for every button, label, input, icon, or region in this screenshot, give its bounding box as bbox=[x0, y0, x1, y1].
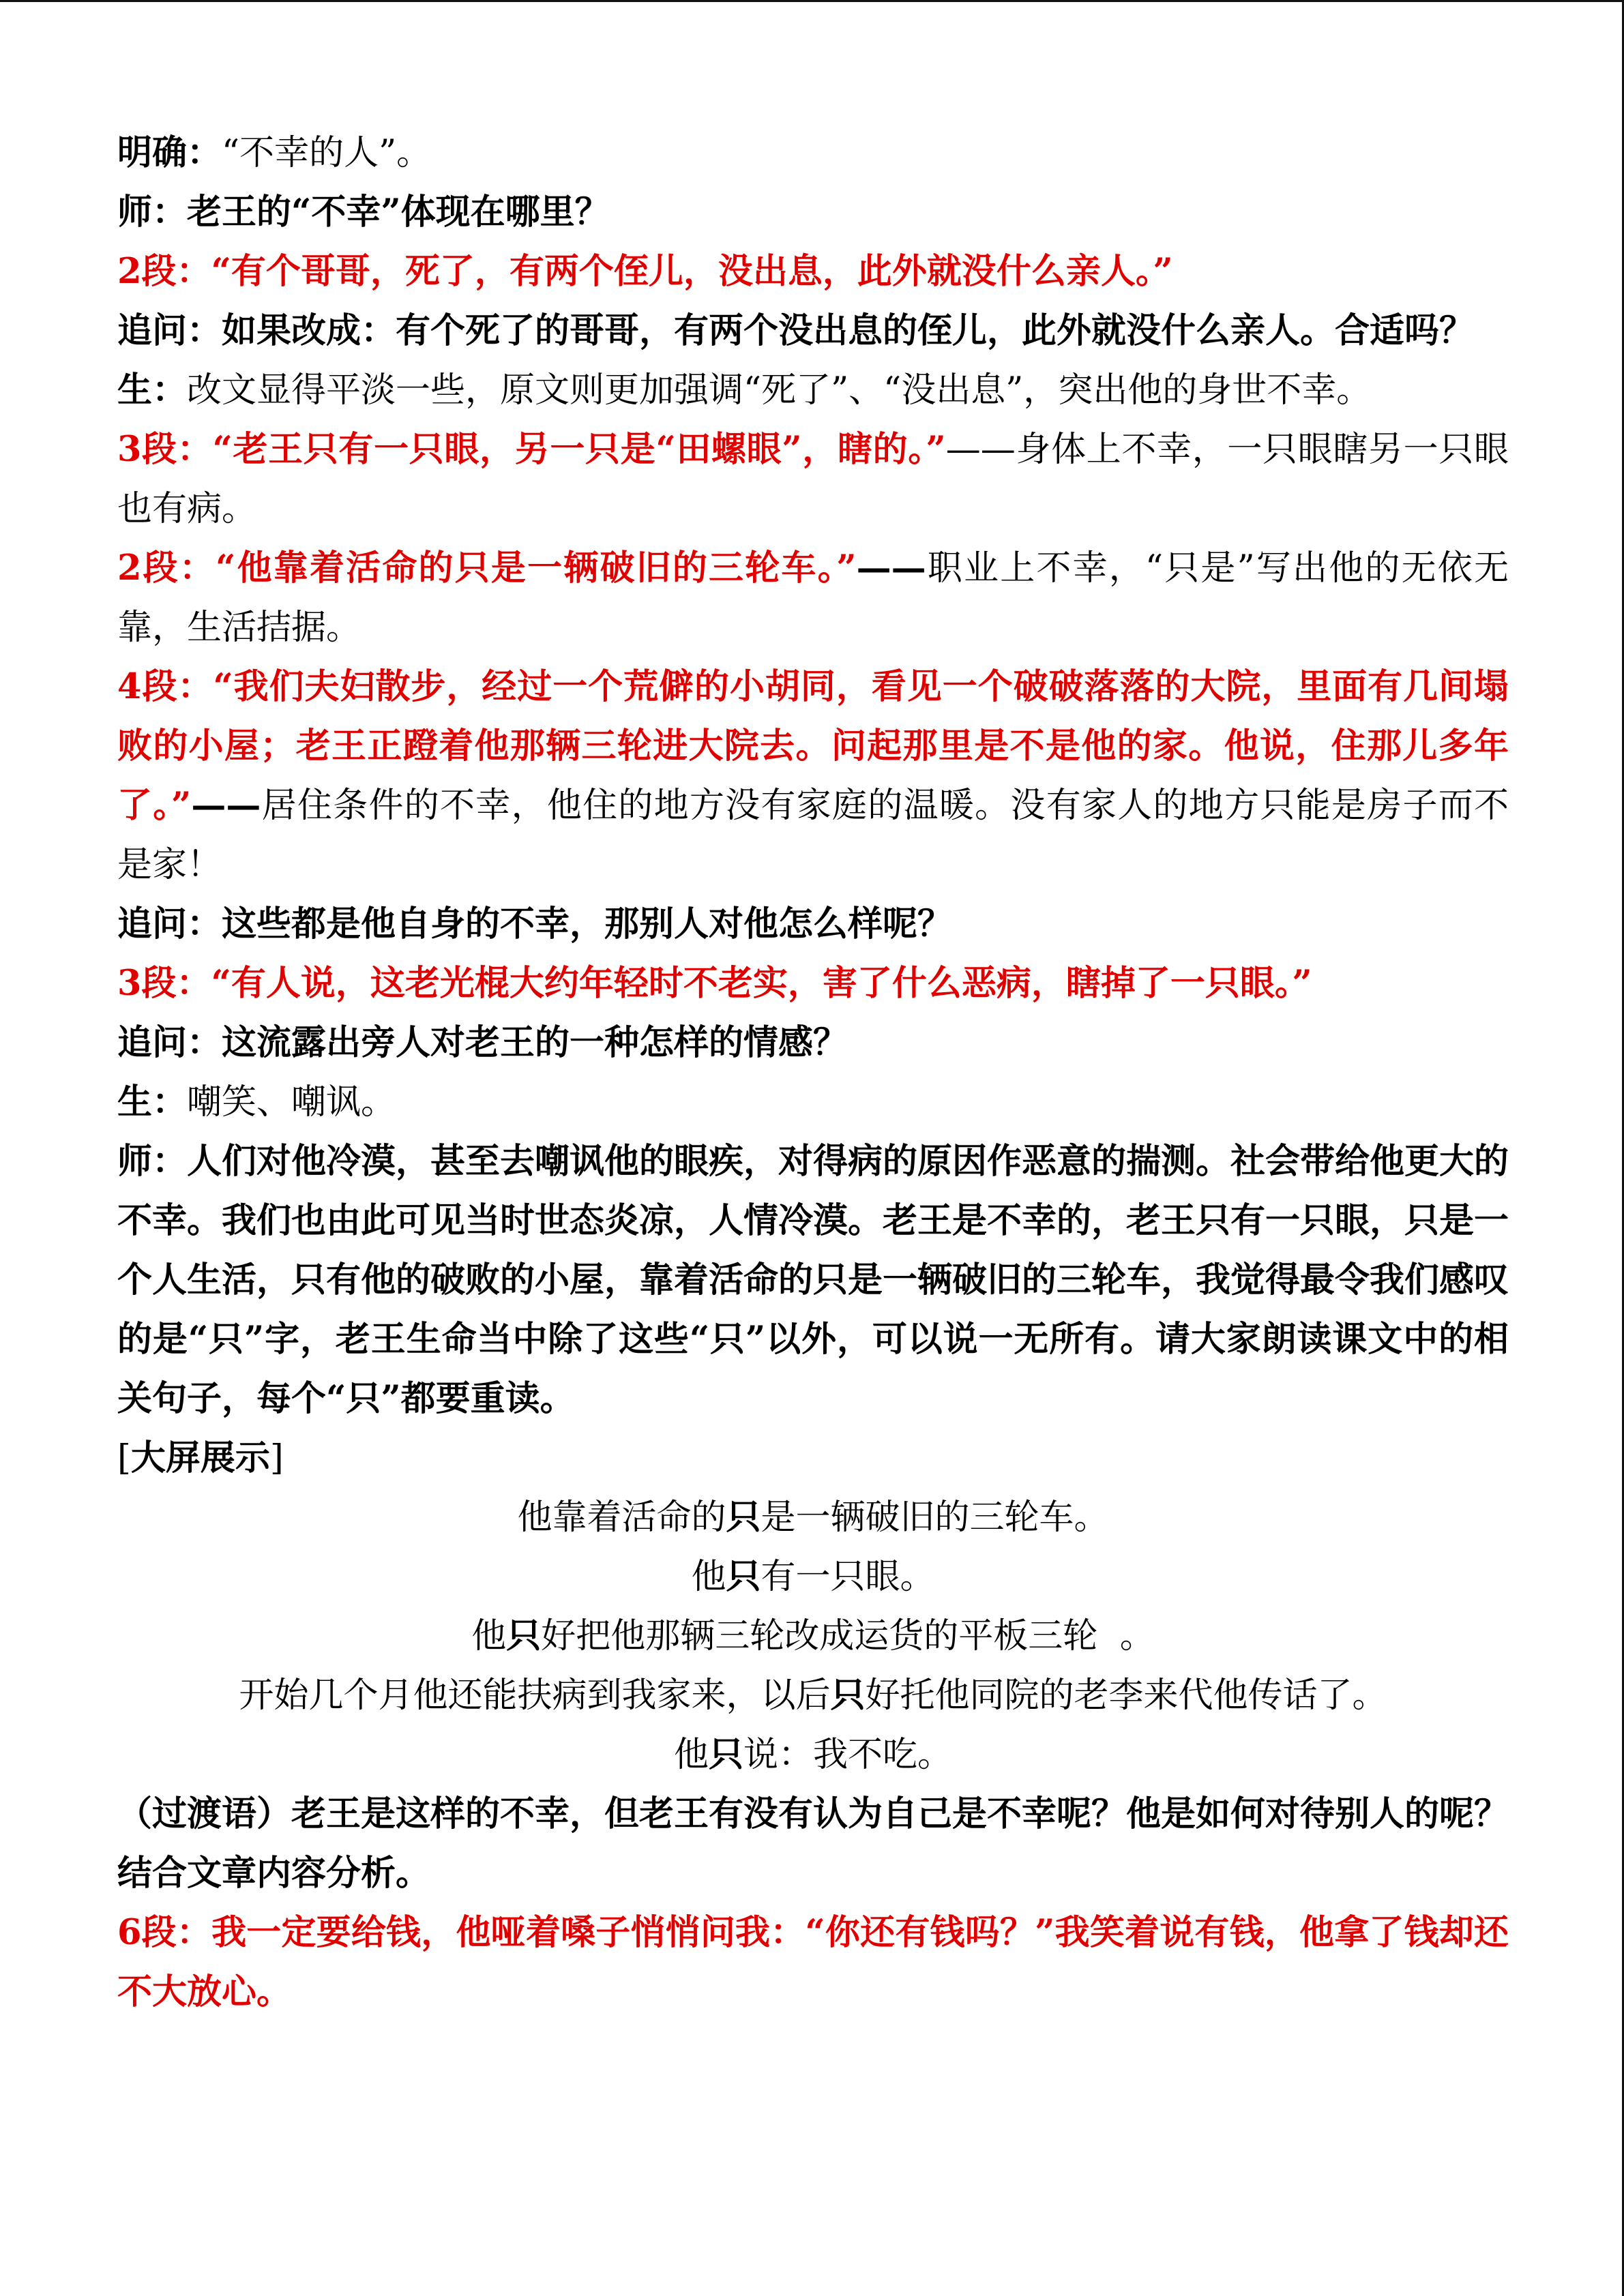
screen-line-text: 有一只眼。 bbox=[761, 1557, 935, 1597]
paragraph-teacher-summary: 师：人们对他冷漠，甚至去嘲讽他的眼疾，对得病的原因作恶意的揣测。社会带给他更大的不幸。我们也由此可见当时世态炎凉，人情冷漠。老王是不幸的，老王只有一只眼，只是一个人生活，只有他的破败的小屋，靠着活命的只是一辆破旧的三轮车，我觉得最令我们感叹的是“只”字，老王生命当中除了这些“只”以外，可以说一无所有。请大家朗读课文中的相关句子，每个“只”都要重读。 bbox=[117, 1141, 1509, 1419]
body-misfortune-comment: ——身体上不幸，一只眼瞎另一只眼也有病。 bbox=[117, 430, 1509, 529]
bracket-open: [ bbox=[117, 1438, 131, 1478]
followup-question-others: 追问：这些都是他自身的不幸，那别人对他怎么样呢？ bbox=[117, 904, 953, 944]
paragraph-body-misfortune bbox=[117, 420, 1509, 539]
screen-line-text: 他 bbox=[471, 1616, 507, 1656]
quote-paragraph-2-tricycle: 2段：“他靠着活命的只是一辆破旧的三轮车。” bbox=[117, 548, 857, 588]
home-misfortune-comment: 居住条件的不幸，他住的地方没有家庭的温暖。没有家人的地方只能是房子而不是家！ bbox=[117, 786, 1509, 885]
screen-line-text: 他 bbox=[691, 1557, 726, 1597]
emphasis-zhi: 只 bbox=[506, 1615, 542, 1656]
emphasis-zhi: 只 bbox=[830, 1675, 866, 1716]
quote-paragraph-6: 6段：我一定要给钱，他哑着嗓子悄悄问我：“你还有钱吗？”我笑着说有钱，他拿了钱却还不大放心。 bbox=[117, 1912, 1509, 2012]
student-label: 生： bbox=[117, 370, 188, 411]
clarify-text: “不幸的人”。 bbox=[222, 133, 432, 173]
quote-paragraph-4-home: 4段：“我们夫妇散步，经过一个荒僻的小胡同，看见一个破破落落的大院，里面有几间塌败的小屋；老王正蹬着他那辆三轮进大院去。问起那里是不是他的家。他说，住那儿多年了。” bbox=[117, 666, 1509, 826]
paragraph-student-mockery bbox=[117, 1073, 1509, 1132]
screen-line-text: 是一辆破旧的三轮车。 bbox=[761, 1497, 1109, 1538]
clarify-label: 明确： bbox=[117, 132, 222, 173]
emphasis-zhi: 只 bbox=[726, 1556, 761, 1597]
screen-line-3 bbox=[117, 1607, 1509, 1666]
screen-display-heading bbox=[117, 1429, 1509, 1488]
student-answer-text: 改文显得平淡一些，原文则更加强调“死了”、“没出息”，突出他的身世不幸。 bbox=[187, 370, 1372, 411]
bracket-close: ] bbox=[269, 1438, 284, 1478]
paragraph-transition: （过渡语）老王是这样的不幸，但老王有没有认为自己是不幸呢？他是如何对待别人的呢？结合文章内容分析。 bbox=[117, 1793, 1509, 1894]
screen-line-text: 好托他同院的老李来代他传话了。 bbox=[865, 1675, 1387, 1716]
paragraph-job-misfortune bbox=[117, 539, 1509, 657]
job-dash: —— bbox=[856, 548, 926, 588]
student-mockery-text: 嘲笑、嘲讽。 bbox=[187, 1082, 396, 1122]
screen-line-2 bbox=[117, 1547, 1509, 1607]
screen-line-4 bbox=[117, 1666, 1509, 1725]
screen-line-text: 开始几个月他还能扶病到我家来，以后 bbox=[239, 1675, 831, 1716]
document-body bbox=[117, 123, 1509, 2022]
screen-line-text: 他 bbox=[673, 1735, 709, 1775]
paragraph-home-misfortune bbox=[117, 657, 1509, 895]
home-dash: —— bbox=[191, 785, 261, 826]
followup-question-rewrite: 追问：如果改成：有个死了的哥哥，有两个没出息的侄儿，此外就没什么亲人。合适吗？ bbox=[117, 310, 1475, 351]
paragraph-clarify bbox=[117, 123, 1509, 183]
followup-question-emotion: 追问：这流露出旁人对老王的一种怎样的情感？ bbox=[117, 1022, 848, 1063]
quote-paragraph-3-eye: 3段：“老王只有一只眼，另一只是“田螺眼”，瞎的。” bbox=[117, 429, 946, 470]
screen-line-text: 好把他那辆三轮改成运货的平板三轮 。 bbox=[541, 1616, 1155, 1656]
quote-paragraph-3-rumor: 3段：“有人说，这老光棍大约年轻时不老实，害了什么恶病，瞎掉了一只眼。” bbox=[117, 963, 1312, 1004]
screen-display-label: 大屏展示 bbox=[130, 1437, 270, 1478]
screen-line-text: 说：我不吃。 bbox=[743, 1735, 953, 1775]
screen-line-5 bbox=[117, 1725, 1509, 1785]
paragraph-teacher-question: 师：老王的“不幸”体现在哪里？ bbox=[117, 192, 610, 233]
paragraph-student-answer bbox=[117, 361, 1509, 420]
screen-line-text: 他靠着活命的 bbox=[517, 1497, 726, 1538]
emphasis-zhi: 只 bbox=[708, 1734, 743, 1775]
emphasis-zhi: 只 bbox=[726, 1497, 761, 1538]
quote-paragraph-2: 2段：“有个哥哥，死了，有两个侄儿，没出息，此外就没什么亲人。” bbox=[117, 251, 1173, 292]
student-label-2: 生： bbox=[117, 1082, 188, 1122]
screen-line-1 bbox=[117, 1488, 1509, 1547]
job-misfortune-comment: 职业上不幸，“只是”写出他的无依无靠，生活拮据。 bbox=[117, 548, 1509, 648]
